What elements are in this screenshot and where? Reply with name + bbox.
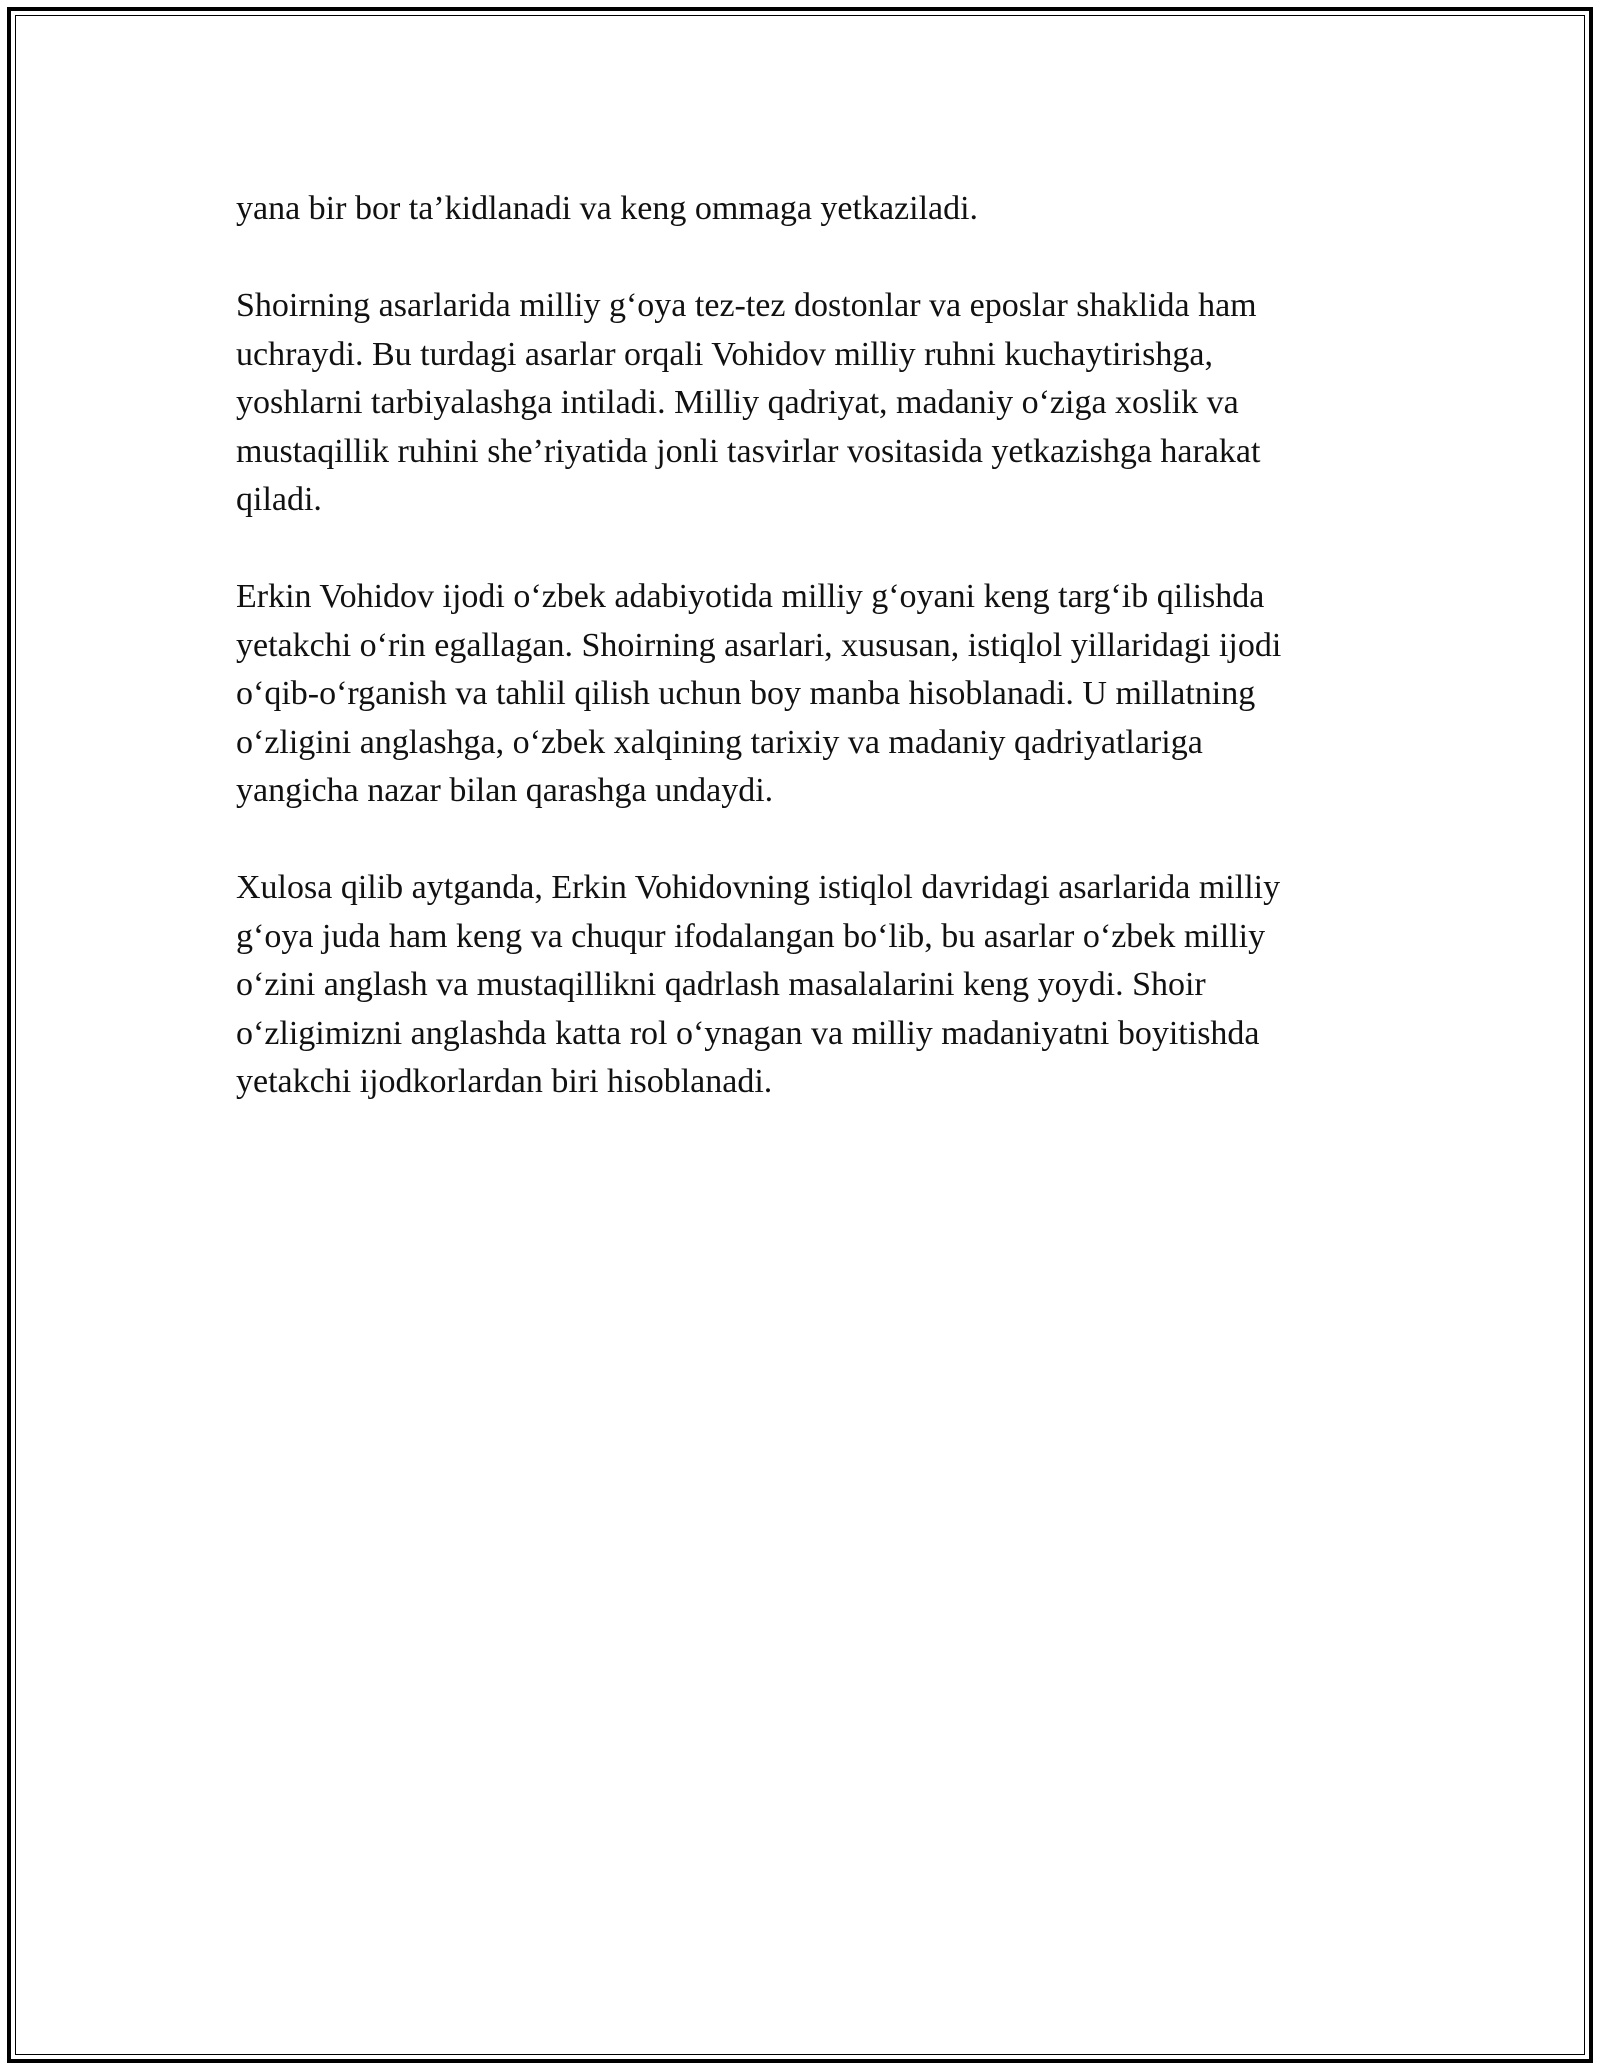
- paragraph-leading-role: Erkin Vohidov ijodi o‘zbek adabiyotida milliy g‘oyani keng targ‘ib qilishda yetakchi o‘rin egallagan. Shoirning asarlari, xususan, istiqlol yillaridagi ijodi o‘qib-o‘rganish va tahlil qilish uchun boy manba hisoblanadi. U millatning o‘zligini anglashga, o‘zbek xalqining tarixiy va madaniy qadriyatlariga yangicha nazar bilan qarashga undaydi.: [236, 578, 1282, 809]
- paragraph-continuation: yana bir bor ta’kidlanadi va keng ommaga yetkaziladi.: [236, 190, 979, 227]
- paragraph-epic-forms: Shoirning asarlarida milliy g‘oya tez-tez dostonlar va eposlar shaklida ham uchraydi. Bu turdagi asarlar orqali Vohidov milliy ruhni kuchaytirishga, yoshlarni tarbiyalashga intiladi. Milliy qadriyat, madaniy o‘ziga xoslik va mustaqillik ruhini she’riyatida jonli tasvirlar vositasida yetkazishga harakat qiladi.: [236, 287, 1261, 518]
- paragraph-conclusion: Xulosa qilib aytganda, Erkin Vohidovning istiqlol davridagi asarlarida milliy g‘oya juda ham keng va chuqur ifodalangan bo‘lib, bu asarlar o‘zbek milliy o‘zini anglash va mustaqillikni qadrlash masalalarini keng yoydi. Shoir o‘zligimizni anglashda katta rol o‘ynagan va milliy madaniyatni boyitishda yetakchi ijodkorlardan biri hisoblanadi.: [236, 869, 1281, 1100]
- document-body: [236, 185, 1376, 1155]
